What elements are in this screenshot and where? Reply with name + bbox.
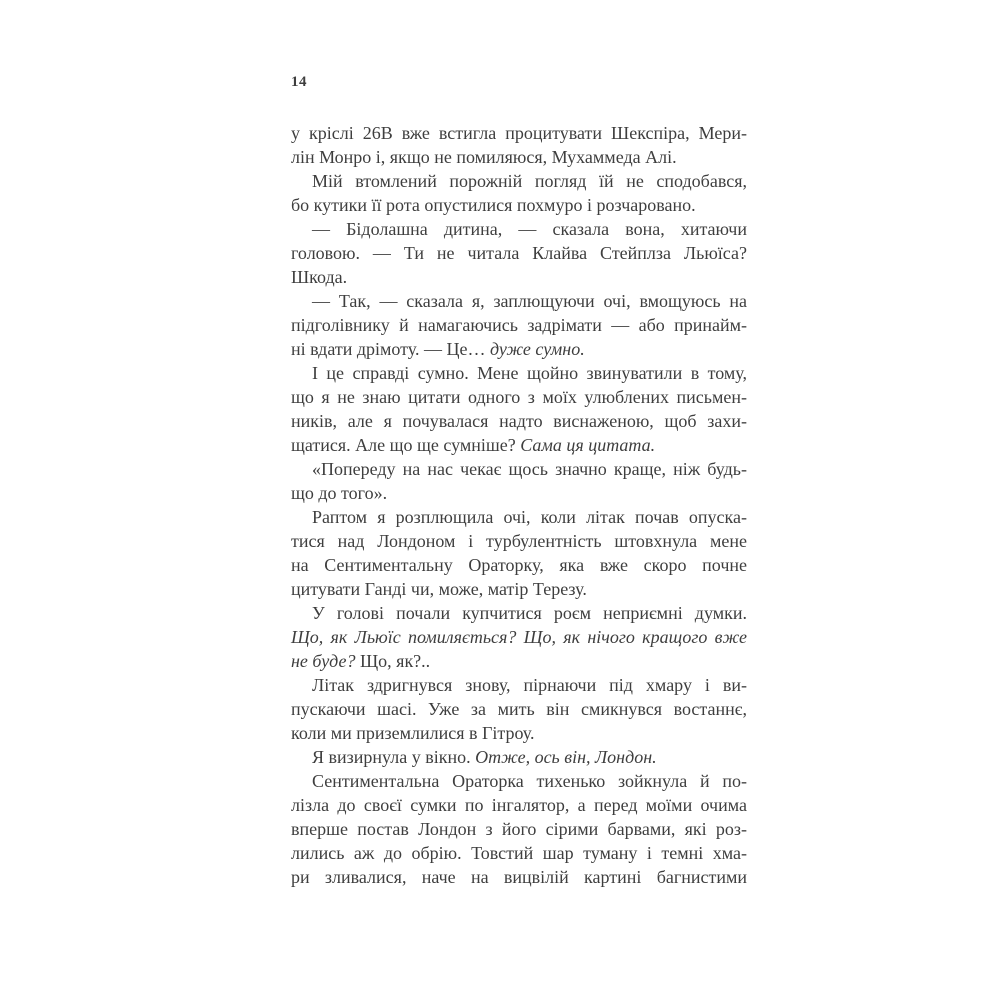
text-segment: у кріслі 26В вже встигла процитувати Шекспіра, Мери- bbox=[291, 123, 747, 143]
text-line bbox=[291, 505, 747, 529]
text-line bbox=[291, 361, 747, 385]
text-line bbox=[291, 121, 747, 145]
text-segment: цитувати Ганді чи, може, матір Терезу. bbox=[291, 579, 587, 599]
text-line bbox=[291, 649, 747, 673]
text-line bbox=[291, 721, 747, 745]
text-segment: — Бідолашна дитина, — сказала вона, хитаючи bbox=[312, 219, 747, 239]
text-line bbox=[291, 289, 747, 313]
text-segment: що до того». bbox=[291, 483, 388, 503]
text-line bbox=[291, 577, 747, 601]
text-line bbox=[291, 217, 747, 241]
text-segment: бо кутики її рота опустилися похмуро і розчаровано. bbox=[291, 195, 696, 215]
text-segment: Шкода. bbox=[291, 267, 348, 287]
text-line bbox=[291, 697, 747, 721]
text-line bbox=[291, 265, 747, 289]
text-line bbox=[291, 601, 747, 625]
italic-text-segment: дуже сумно. bbox=[490, 339, 585, 359]
text-line bbox=[291, 625, 747, 649]
text-segment: Сентиментальна Ораторка тихенько зойкнула й по- bbox=[312, 771, 747, 791]
text-segment: що я не знаю цитати одного з моїх улюблених письмен- bbox=[291, 387, 747, 407]
text-segment: на Сентиментальну Ораторку, яка вже скоро почне bbox=[291, 555, 747, 575]
text-segment: Мій втомлений порожній погляд їй не сподобався, bbox=[312, 171, 747, 191]
italic-text-segment: Що, як Льюїс помиляється? Що, як нічого кращого вже bbox=[291, 627, 747, 647]
text-segment: ників, але я почувалася надто виснаженою, щоб захи- bbox=[291, 411, 747, 431]
text-line bbox=[291, 481, 747, 505]
text-line bbox=[291, 337, 747, 361]
text-segment: пускаючи шасі. Уже за мить він смикнувся востаннє, bbox=[291, 699, 747, 719]
text-line bbox=[291, 529, 747, 553]
text-line bbox=[291, 745, 747, 769]
text-line bbox=[291, 241, 747, 265]
text-line bbox=[291, 433, 747, 457]
italic-text-segment: Сама ця цитата. bbox=[520, 435, 656, 455]
text-segment: Раптом я розплющила очі, коли літак почав опуска- bbox=[312, 507, 747, 527]
text-line bbox=[291, 841, 747, 865]
text-segment: головою. — Ти не читала Клайва Стейплза Льюїса? bbox=[291, 243, 747, 263]
text-segment: «Попереду на нас чекає щось значно краще, ніж будь- bbox=[312, 459, 747, 479]
text-segment: лізла до своєї сумки по інгалятор, а перед моїми очима bbox=[291, 795, 747, 815]
page-text-block bbox=[291, 121, 747, 889]
text-line bbox=[291, 313, 747, 337]
text-segment: лились аж до обрію. Товстий шар туману і темні хма- bbox=[291, 843, 747, 863]
text-line bbox=[291, 673, 747, 697]
text-segment: щатися. Але що ще сумніше? bbox=[291, 435, 521, 455]
text-segment: ри зливалися, наче на вицвілій картині багнистими bbox=[291, 867, 747, 887]
text-line bbox=[291, 817, 747, 841]
text-segment: І це справді сумно. Мене щойно звинуватили в тому, bbox=[312, 363, 747, 383]
text-segment: підголівнику й намагаючись задрімати — або принайм- bbox=[291, 315, 747, 335]
text-line bbox=[291, 169, 747, 193]
text-segment: тися над Лондоном і турбулентність штовхнула мене bbox=[291, 531, 747, 551]
text-line bbox=[291, 145, 747, 169]
text-segment: Що, як?.. bbox=[360, 651, 431, 671]
italic-text-segment: не буде? bbox=[291, 651, 360, 671]
italic-text-segment: Отже, ось він, Лондон. bbox=[475, 747, 657, 767]
text-segment: Я визирнула у вікно. bbox=[312, 747, 476, 767]
page-number: 14 bbox=[291, 74, 307, 90]
text-segment: — Так, — сказала я, заплющуючи очі, вмощуюсь на bbox=[312, 291, 747, 311]
text-segment: ні вдати дрімоту. — Це… bbox=[291, 339, 490, 359]
text-line bbox=[291, 193, 747, 217]
text-segment: вперше постав Лондон з його сірими барвами, які роз- bbox=[291, 819, 747, 839]
text-segment: коли ми приземлилися в Гітроу. bbox=[291, 723, 535, 743]
text-segment: У голові почали купчитися роєм неприємні думки. bbox=[312, 603, 747, 623]
text-segment: Літак здригнувся знову, пірнаючи під хмару і ви- bbox=[312, 675, 747, 695]
text-line bbox=[291, 409, 747, 433]
text-line bbox=[291, 769, 747, 793]
text-line bbox=[291, 457, 747, 481]
text-line bbox=[291, 865, 747, 889]
text-line bbox=[291, 385, 747, 409]
text-line bbox=[291, 793, 747, 817]
text-line bbox=[291, 553, 747, 577]
text-segment: лін Монро і, якщо не помиляюся, Мухаммеда Алі. bbox=[291, 147, 677, 167]
